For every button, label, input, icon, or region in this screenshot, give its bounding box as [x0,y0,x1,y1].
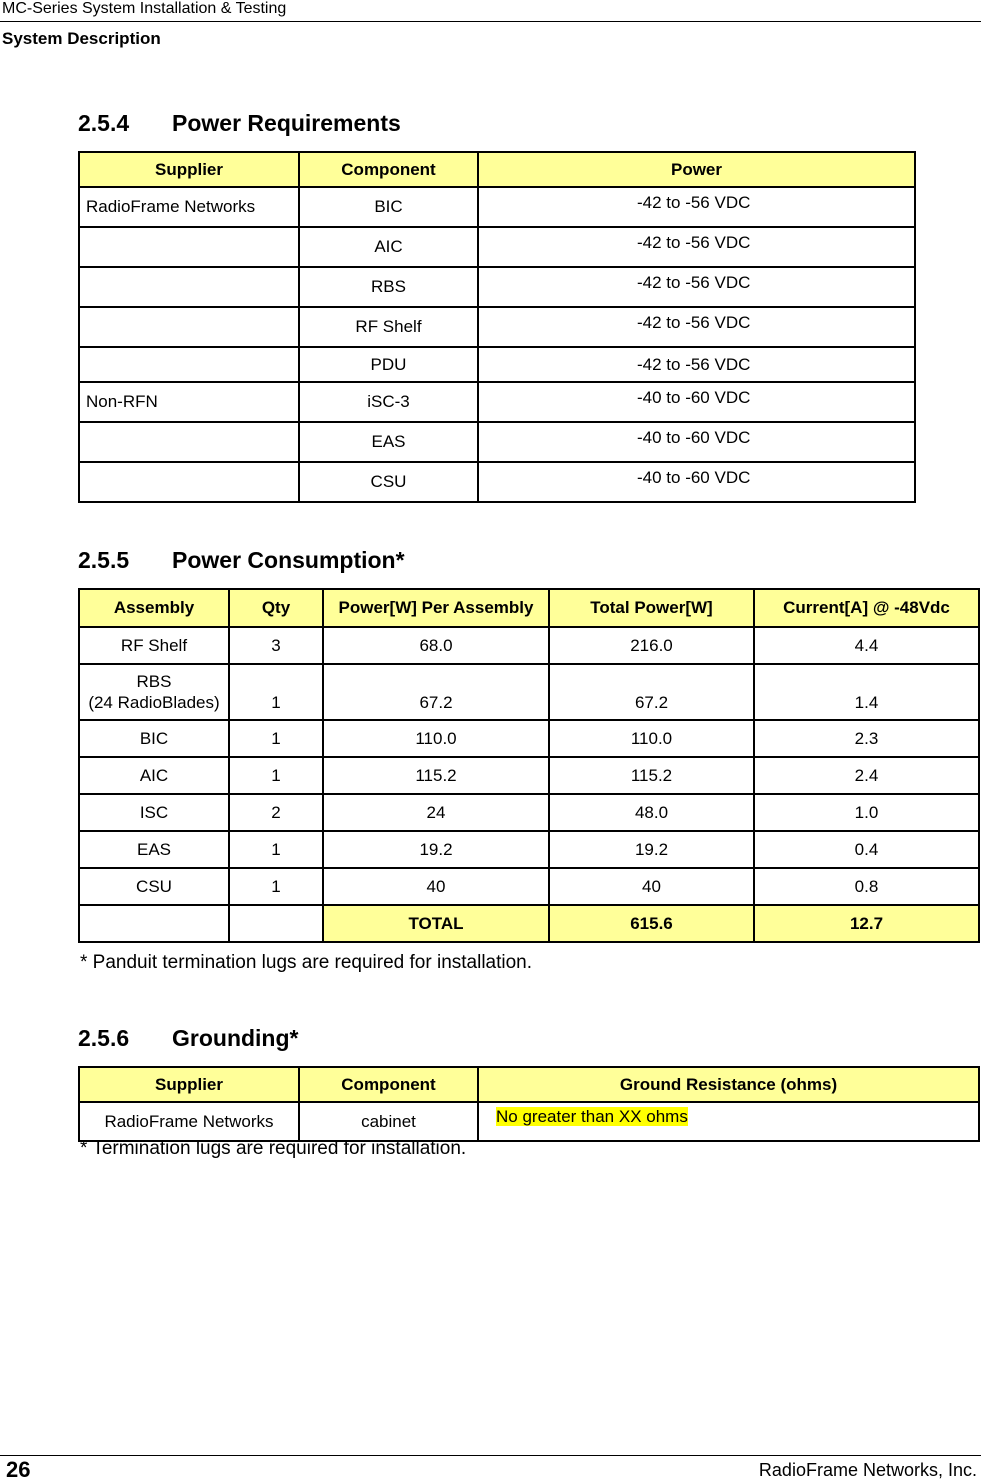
header-rule [0,21,981,22]
section-number: 2.5.4 [78,110,130,136]
assembly-cell: AIC [79,757,229,794]
section-2-5-5-heading [78,547,405,574]
table-row [79,757,979,794]
supplier-cell [79,267,299,307]
footer-rule [0,1455,981,1456]
section-2-5-6-heading [78,1025,298,1052]
total-row [79,905,979,942]
table-row [79,382,915,422]
table-row [79,227,915,267]
power-cell: -42 to -56 VDC [478,227,915,267]
total-power-cell: 19.2 [549,831,754,868]
table-row [79,831,979,868]
table-row [79,187,915,227]
power-cell: -42 to -56 VDC [478,347,915,382]
current-cell: 0.8 [754,868,979,905]
qty-cell: 1 [229,720,323,757]
section-name: System Description [2,29,161,48]
supplier-cell [79,307,299,347]
power-consumption-table [78,588,980,943]
total-power-value: 615.6 [549,905,754,942]
current-cell: 0.4 [754,831,979,868]
current-cell: 1.0 [754,794,979,831]
table-header-row [79,589,979,627]
supplier-cell: RadioFrame Networks [79,187,299,227]
supplier-cell [79,227,299,267]
component-cell: PDU [299,347,478,382]
table-row [79,1102,979,1141]
power-per-assembly-cell: 24 [323,794,549,831]
component-cell: RBS [299,267,478,307]
component-cell: RF Shelf [299,307,478,347]
component-cell: iSC-3 [299,382,478,422]
assembly-cell: CSU [79,868,229,905]
header-cell: Component [299,1067,478,1102]
header-cell: Component [299,152,478,187]
qty-cell: 3 [229,627,323,664]
document-title: MC-Series System Installation & Testing [2,0,287,17]
header-cell: Current[A] @ -48Vdc [754,589,979,627]
supplier-cell [79,422,299,462]
power-per-assembly-cell: 40 [323,868,549,905]
highlighted-value: No greater than XX ohms [496,1107,688,1126]
assembly-cell: RF Shelf [79,627,229,664]
table-row [79,267,915,307]
assembly-cell [79,664,229,720]
assembly-cell: EAS [79,831,229,868]
assembly-cell: ISC [79,794,229,831]
section-2-5-4-heading [78,110,401,137]
section-title: Grounding* [172,1025,299,1051]
total-power-cell: 216.0 [549,627,754,664]
total-power-cell: 48.0 [549,794,754,831]
table-row [79,720,979,757]
header-cell: Ground Resistance (ohms) [478,1067,979,1102]
power-per-assembly-cell: 67.2 [323,664,549,720]
table-row [79,627,979,664]
company-name: RadioFrame Networks, Inc. [758,1460,977,1480]
component-cell: EAS [299,422,478,462]
header-cell: Total Power[W] [549,589,754,627]
empty-cell [79,905,229,942]
header-cell: Supplier [79,152,299,187]
power-consumption-note: * Panduit termination lugs are required for installation. [80,952,533,973]
table-header-row [79,152,915,187]
header-cell: Supplier [79,1067,299,1102]
header-cell: Qty [229,589,323,627]
power-cell: -40 to -60 VDC [478,382,915,422]
total-power-cell: 40 [549,868,754,905]
header-cell: Assembly [79,589,229,627]
current-cell: 2.3 [754,720,979,757]
table-row [79,664,979,720]
assembly-line: RBS [136,672,172,691]
total-power-cell: 110.0 [549,720,754,757]
power-per-assembly-cell: 110.0 [323,720,549,757]
page-number: 26 [6,1457,31,1482]
grounding-note: * Termination lugs are required for installation. [80,1138,467,1159]
table-row [79,422,915,462]
table-row [79,462,915,502]
power-cell: -42 to -56 VDC [478,267,915,307]
total-current-value: 12.7 [754,905,979,942]
table-header-row [79,1067,979,1102]
table-row [79,307,915,347]
component-cell: cabinet [299,1102,478,1141]
supplier-cell: RadioFrame Networks [79,1102,299,1141]
current-cell: 1.4 [754,664,979,720]
power-cell: -40 to -60 VDC [478,462,915,502]
total-power-cell: 115.2 [549,757,754,794]
ground-resistance-cell [478,1102,979,1141]
power-per-assembly-cell: 115.2 [323,757,549,794]
power-requirements-table [78,151,916,503]
assembly-cell: BIC [79,720,229,757]
power-cell: -42 to -56 VDC [478,307,915,347]
component-cell: BIC [299,187,478,227]
qty-cell: 1 [229,831,323,868]
power-per-assembly-cell: 19.2 [323,831,549,868]
power-per-assembly-cell: 68.0 [323,627,549,664]
total-power-cell: 67.2 [549,664,754,720]
supplier-cell: Non-RFN [79,382,299,422]
header-cell: Power[W] Per Assembly [323,589,549,627]
component-cell: CSU [299,462,478,502]
grounding-table [78,1066,980,1142]
section-title: Power Consumption* [172,547,405,573]
table-row [79,347,915,382]
supplier-cell [79,347,299,382]
power-cell: -42 to -56 VDC [478,187,915,227]
power-cell: -40 to -60 VDC [478,422,915,462]
qty-cell: 1 [229,757,323,794]
total-label: TOTAL [323,905,549,942]
supplier-cell [79,462,299,502]
current-cell: 2.4 [754,757,979,794]
qty-cell: 2 [229,794,323,831]
table-row [79,868,979,905]
section-number: 2.5.5 [78,547,130,573]
empty-cell [229,905,323,942]
table-row [79,794,979,831]
section-number: 2.5.6 [78,1025,130,1051]
section-title: Power Requirements [172,110,401,136]
header-cell: Power [478,152,915,187]
assembly-line: (24 RadioBlades) [88,693,220,712]
current-cell: 4.4 [754,627,979,664]
component-cell: AIC [299,227,478,267]
qty-cell: 1 [229,664,323,720]
qty-cell: 1 [229,868,323,905]
